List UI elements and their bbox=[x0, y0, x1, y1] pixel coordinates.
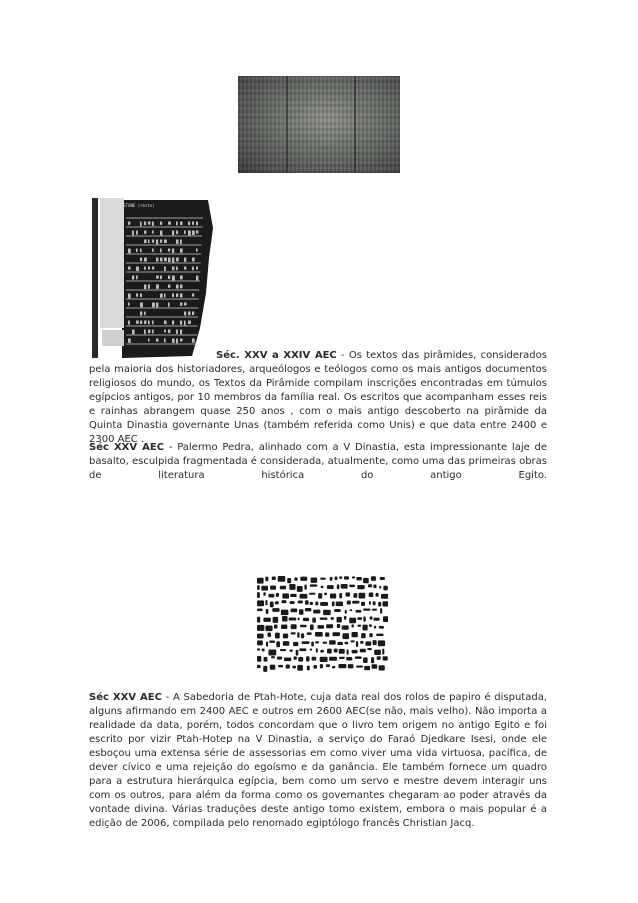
paragraph-body: - Os textos das pirâmides, considerados pela maioria dos historiadores, arqueólogos e teólogos como os mais antigos documentos religiosos do mundo, os Textos da Pirâmide compilam inscrições encontradas em túmulos egípcios antigos, por 10 membros da família real. Os escritos que acompanham esses reis e rainhas abrangem quase 250 anos , com o mais antigo descoberto na pirâmide da Quinta Dinastia governante Unas (também referida como Unis) e que data entre 2400 e 2300 AEC . bbox=[89, 350, 547, 445]
paragraph-ptah-hotep bbox=[89, 691, 547, 831]
paragraph-body: - A Sabedoria de Ptah-Hote, cuja data real dos rolos de papiro é disputada, alguns afirmando em 2400 AEC e outros em 2600 AEC(se não, mais velho). Não importa a realidade da data, porém, todos concordam que o livro tem origem no antigo Egito e foi escrito por vizir Ptah-Hotep na V Dinastia, a serviço do Faraó Djedkare Isesi, onde ele esboçou uma extensa série de assessorias em como viver uma vida virtuosa, pacífica, de dever cívico e uma rejeição do egoísmo e da ganância. Ele também fornece um quadro para a estrutura hierárquica egípcia, bem como um servo e mestre devem interagir uns com os outros, para além da forma como os governantes chegaram ao poder através da vontade divina. Várias traduções deste antigo tomo existem, embora o mais popular é a edição de 2006, compilada pelo renomado egiptólogo francês Christian Jacq. bbox=[89, 692, 547, 829]
paragraph-pyramid-texts bbox=[89, 349, 547, 447]
paragraph-body: - Palermo Pedra, alinhado com a V Dinastia, esta impressionante laje de basalto, esculpida fragmentada é considerada, atualmente, como uma das primeiras obras de literatura histórica do antigo Egito. bbox=[89, 442, 547, 481]
pyramid-texts-photo bbox=[238, 76, 400, 173]
papyrus-image bbox=[255, 573, 388, 673]
paragraph-palermo-stone bbox=[89, 441, 547, 483]
paragraph-heading: Séc XXV AEC bbox=[89, 692, 162, 703]
paragraph-heading: Séc XXV AEC bbox=[89, 442, 165, 453]
palermo-stone-image bbox=[92, 198, 213, 358]
paragraph-heading: Séc. XXV a XXIV AEC bbox=[216, 350, 337, 361]
palermo-caption: PALERMO STONE (recto) bbox=[104, 203, 155, 208]
